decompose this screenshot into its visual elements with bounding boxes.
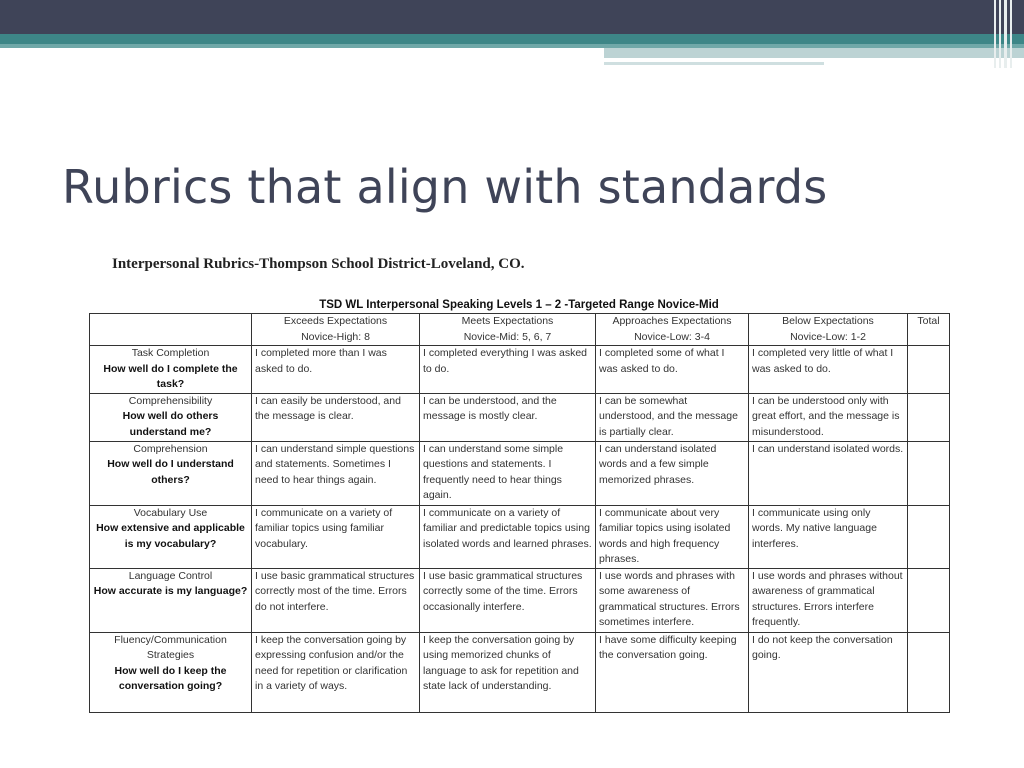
document-heading: Interpersonal Rubrics-Thompson School District-Loveland, CO. (112, 256, 525, 272)
table-cell: I communicate on a variety of familiar and predictable topics using isolated words and learned phrases. (420, 505, 596, 568)
table-cell: I can easily be understood, and the message is clear. (252, 393, 420, 441)
column-header: Exceeds Expectations Novice-High: 8 (252, 314, 420, 346)
table-row (90, 346, 950, 394)
column-header (90, 314, 252, 346)
header-accent-line (604, 62, 824, 65)
total-cell (908, 441, 950, 505)
table-row (90, 393, 950, 441)
table-cell: I have some difficulty keeping the conversation going. (596, 632, 749, 712)
table-row (90, 568, 950, 632)
table-cell: I can be understood only with great effort, and the message is misunderstood. (749, 393, 908, 441)
rubric-table (89, 313, 950, 713)
table-cell: I use basic grammatical structures correctly most of the time. Errors do not interfere. (252, 568, 420, 632)
table-cell: I can understand isolated words and a few simple memorized phrases. (596, 441, 749, 505)
column-header: Total (908, 314, 950, 346)
table-cell: I can understand some simple questions and statements. I frequently need to hear things again. (420, 441, 596, 505)
criterion-cell: Comprehension How well do I understand others? (90, 441, 252, 505)
slide-title: Rubrics that align with standards (62, 160, 828, 214)
header-accent-bar (604, 48, 1024, 58)
header-accent-stripe (0, 34, 1024, 44)
rubric-table-container (89, 297, 949, 713)
column-header: Below Expectations Novice-Low: 1-2 (749, 314, 908, 346)
table-cell: I do not keep the conversation going. (749, 632, 908, 712)
criterion-cell: Comprehensibility How well do others understand me? (90, 393, 252, 441)
table-cell: I completed some of what I was asked to do. (596, 346, 749, 394)
criterion-cell: Fluency/Communication Strategies How well do I keep the conversation going? (90, 632, 252, 712)
column-header: Meets Expectations Novice-Mid: 5, 6, 7 (420, 314, 596, 346)
table-cell: I communicate using only words. My native language interferes. (749, 505, 908, 568)
table-cell: I communicate about very familiar topics using isolated words and high frequency phrases. (596, 505, 749, 568)
total-cell (908, 393, 950, 441)
total-cell (908, 346, 950, 394)
criterion-cell: Vocabulary Use How extensive and applicable is my vocabulary? (90, 505, 252, 568)
total-cell (908, 632, 950, 712)
table-row (90, 441, 950, 505)
table-cell: I completed everything I was asked to do. (420, 346, 596, 394)
criterion-cell: Task Completion How well do I complete the task? (90, 346, 252, 394)
header-band (0, 0, 1024, 34)
table-cell: I communicate on a variety of familiar topics using familiar vocabulary. (252, 505, 420, 568)
total-cell (908, 568, 950, 632)
criterion-cell: Language Control How accurate is my language? (90, 568, 252, 632)
table-cell: I use basic grammatical structures correctly some of the time. Errors occasionally interfere. (420, 568, 596, 632)
total-cell (908, 505, 950, 568)
table-cell: I can understand simple questions and statements. Sometimes I need to hear things again. (252, 441, 420, 505)
header-vertical-lines (994, 0, 1016, 68)
table-header-row (90, 314, 950, 346)
table-cell: I use words and phrases with some awareness of grammatical structures. Errors sometimes interfere. (596, 568, 749, 632)
table-cell: I completed very little of what I was asked to do. (749, 346, 908, 394)
column-header: Approaches Expectations Novice-Low: 3-4 (596, 314, 749, 346)
table-cell: I keep the conversation going by using memorized chunks of language to ask for repetition and state lack of understanding. (420, 632, 596, 712)
table-cell: I can be understood, and the message is mostly clear. (420, 393, 596, 441)
table-row (90, 632, 950, 712)
rubric-table-title: TSD WL Interpersonal Speaking Levels 1 – 2 -Targeted Range Novice-Mid (319, 299, 719, 311)
table-cell: I completed more than I was asked to do. (252, 346, 420, 394)
table-cell: I can understand isolated words. (749, 441, 908, 505)
table-cell: I can be somewhat understood, and the message is partially clear. (596, 393, 749, 441)
table-row (90, 505, 950, 568)
table-cell: I keep the conversation going by expressing confusion and/or the need for repetition or clarification in a variety of ways. (252, 632, 420, 712)
table-cell: I use words and phrases without awareness of grammatical structures. Errors interfere frequently. (749, 568, 908, 632)
